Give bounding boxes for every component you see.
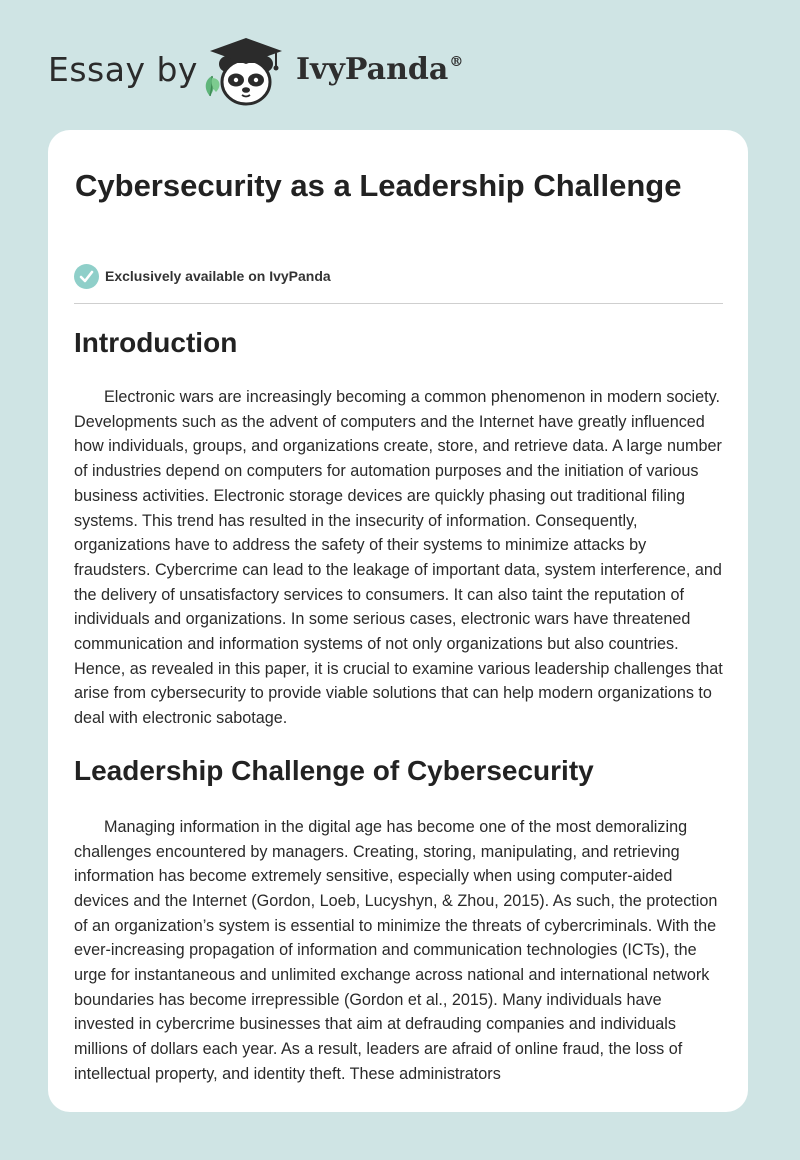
registered-mark: ®	[449, 54, 464, 70]
section-paragraph-introduction: Electronic wars are increasingly becoming a common phenomenon in modern society. Developments such as the advent of computers and the Internet have greatly influenced how individuals, groups, and organizations create, store, and retrieve data. A large number of industries depend on computers for automation purposes and the initiation of various business activities. Electronic storage devices are quickly phasing out traditional filing systems. This trend has resulted in the insecurity of information. Consequently, organizations have to address the safety of their systems to minimize attacks by fraudsters. Cybercrime can lead to the leakage of important data, system interference, and the delivery of unsatisfactory services to consumers. It can also taint the reputation of individuals and organizations. In some serious cases, electronic wars have threatened communication and information systems of not only organizations but also countries. Hence, as revealed in this paper, it is crucial to examine various leadership challenges that arise from cybersecurity to provide viable solutions that can help modern organizations to deal with electronic sabotage.	[74, 388, 723, 728]
section-heading-introduction: Introduction	[74, 327, 238, 358]
exclusive-label: Exclusively available on IvyPanda	[105, 268, 331, 284]
article-body	[74, 323, 723, 1087]
essay-by-label: Essay by	[48, 50, 198, 89]
article-title: Cybersecurity as a Leadership Challenge	[75, 168, 682, 203]
brand-name[interactable]: IvyPanda®	[296, 52, 464, 87]
title-divider	[74, 303, 723, 304]
panda-logo-icon[interactable]	[198, 34, 290, 110]
article-card	[48, 130, 748, 1112]
section-heading-leadership-challenge: Leadership Challenge of Cybersecurity	[74, 754, 594, 786]
exclusive-badge	[74, 263, 331, 289]
check-icon	[74, 264, 99, 289]
site-header	[0, 0, 800, 130]
section-paragraph-leadership-challenge: Managing information in the digital age has become one of the most demoralizing challenges encountered by managers. Creating, storing, manipulating, and retrieving information has become extremely sensitive, especially when using computer-aided devices and the Internet (Gordon, Loeb, Lucyshyn, & Zhou, 2015). As such, the protection of an organization’s system is essential to minimize the threats of cybercriminals. With the ever-increasing propagation of information and communication technologies (ICTs), the urge for instantaneous and unlimited exchange across national and international network boundaries has become irrepressible (Gordon et al., 2015). Many individuals have invested in cybercrime businesses that aim at defrauding companies and individuals millions of dollars each year. As a result, leaders are afraid of online fraud, the loss of intellectual property, and identity theft. These administrators	[74, 817, 718, 1083]
